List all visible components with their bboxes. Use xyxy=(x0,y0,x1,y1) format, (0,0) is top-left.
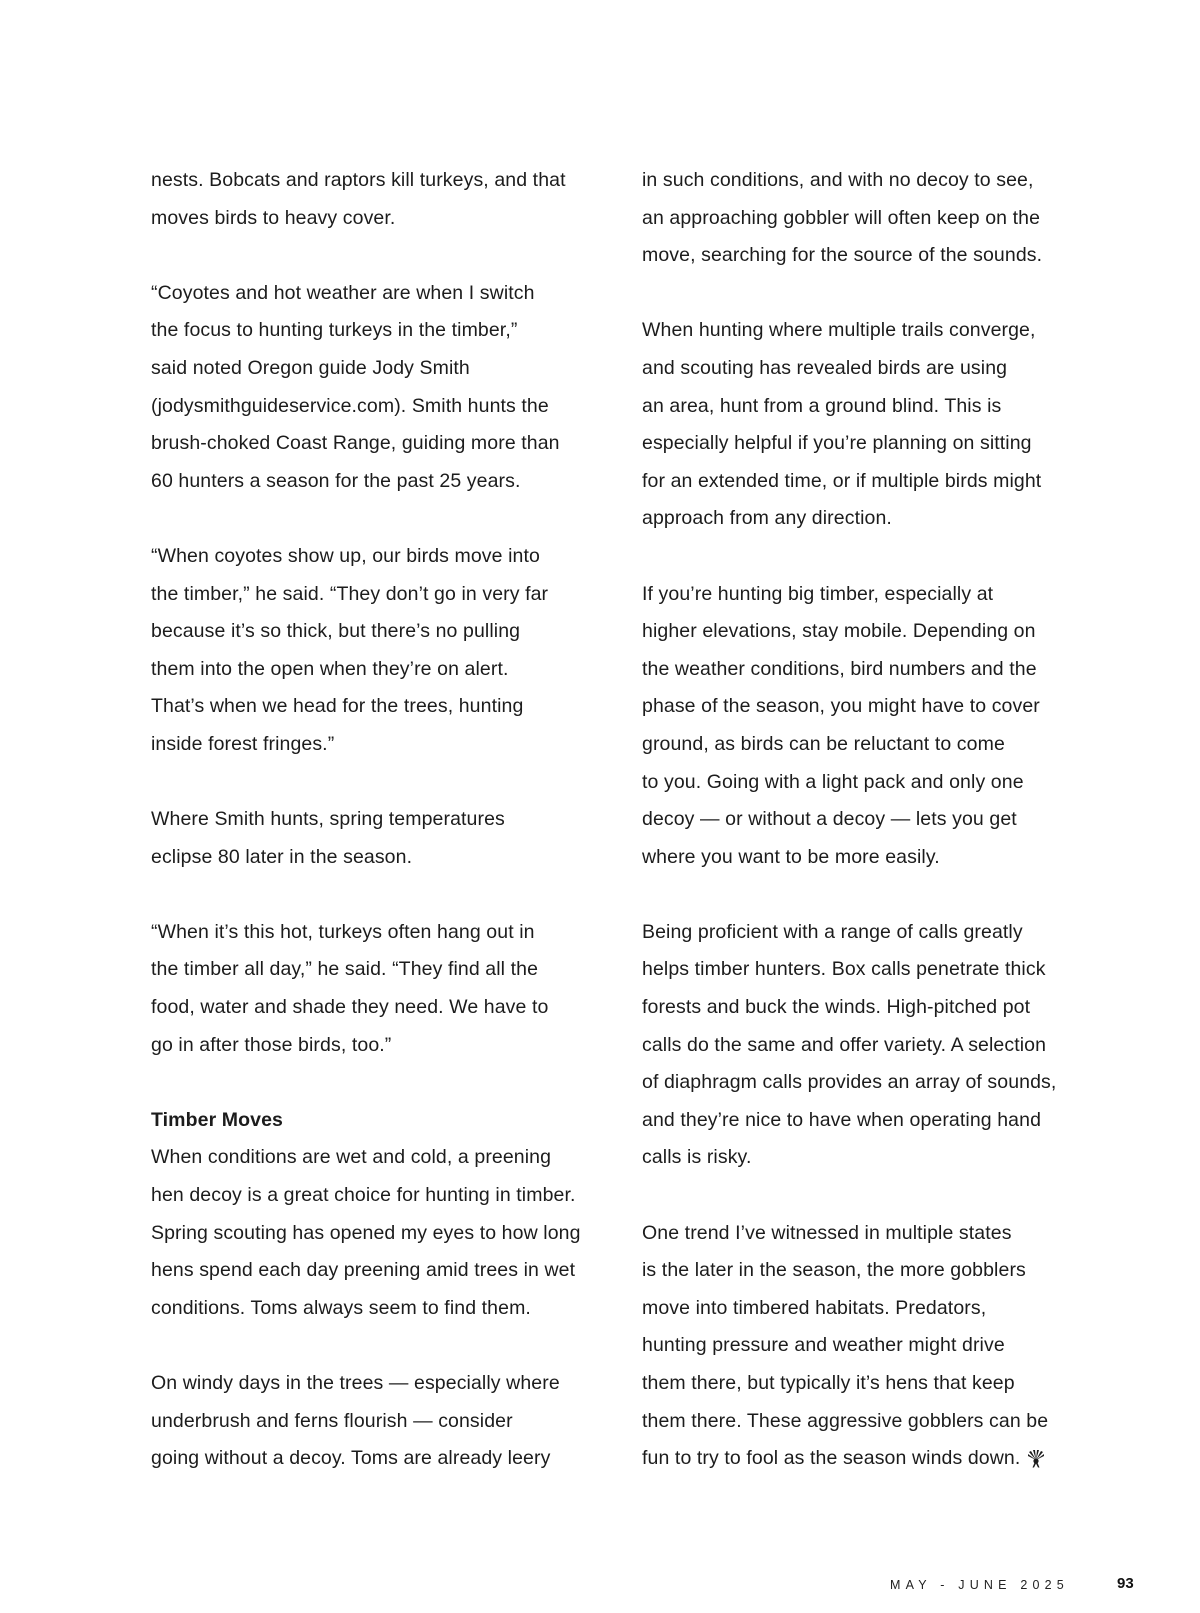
section-heading: Timber Moves xyxy=(151,1108,283,1131)
paragraph xyxy=(151,801,611,876)
page-number: 93 xyxy=(1117,1575,1134,1592)
text-line: hunting pressure and weather might drive xyxy=(642,1334,1005,1357)
paragraph xyxy=(642,576,1102,877)
text-line: hens spend each day preening amid trees in wet xyxy=(151,1259,576,1282)
text-line: calls do the same and offer variety. A selection xyxy=(642,1033,1047,1056)
text-line: moves birds to heavy cover. xyxy=(151,206,396,229)
last-text-line xyxy=(642,1440,1102,1478)
text-line: That’s when we head for the trees, hunting xyxy=(151,695,524,718)
text-line: of diaphragm calls provides an array of sounds, xyxy=(642,1071,1057,1094)
paragraph xyxy=(151,275,611,501)
text-line: move into timbered habitats. Predators, xyxy=(642,1296,987,1319)
text-line: On windy days in the trees — especially where xyxy=(151,1372,560,1394)
text-line: especially helpful if you’re planning on sitting xyxy=(642,432,1032,455)
text-line-content: fun to try to fool as the season winds down. xyxy=(642,1447,1021,1470)
text-line: 60 hunters a season for the past 25 years. xyxy=(151,469,521,492)
paragraph xyxy=(151,914,611,1064)
text-line: food, water and shade they need. We have to xyxy=(151,996,549,1019)
turkey-fan-end-mark-icon xyxy=(1026,1449,1046,1469)
text-line: ground, as birds can be reluctant to come xyxy=(642,732,1005,755)
paragraph xyxy=(642,162,1102,275)
issue-date: MAY - JUNE 2025 xyxy=(890,1578,1069,1592)
text-line: the weather conditions, bird numbers and the xyxy=(642,657,1037,680)
paragraph xyxy=(151,538,611,764)
text-line: approach from any direction. xyxy=(642,507,892,530)
text-line: underbrush and ferns flourish — consider xyxy=(151,1409,513,1432)
text-line: When hunting where multiple trails converge, xyxy=(642,319,1036,342)
text-line: said noted Oregon guide Jody Smith xyxy=(151,356,470,379)
left-column xyxy=(151,162,611,1478)
text-line: and they’re nice to have when operating hand xyxy=(642,1108,1042,1131)
text-line: and scouting has revealed birds are using xyxy=(642,356,1008,379)
text-line: helps timber hunters. Box calls penetrate thick xyxy=(642,958,1046,981)
text-line: them into the open when they’re on alert. xyxy=(151,657,509,680)
text-line: the timber all day,” he said. “They find all the xyxy=(151,958,539,981)
text-line: decoy — or without a decoy — lets you get xyxy=(642,808,1017,831)
text-line: Where Smith hunts, spring temperatures xyxy=(151,808,505,831)
paragraph xyxy=(642,914,1102,1177)
text-line: to you. Going with a light pack and only one xyxy=(642,770,1024,793)
text-line: go in after those birds, too.” xyxy=(151,1033,392,1056)
text-line: (jodysmithguideservice.com). Smith hunts the xyxy=(151,394,549,417)
text-line: conditions. Toms always seem to find them. xyxy=(151,1296,531,1319)
paragraph xyxy=(151,1365,611,1478)
text-line: in such conditions, and with no decoy to see, xyxy=(642,169,1034,191)
paragraph xyxy=(151,1102,611,1328)
text-line: the focus to hunting turkeys in the timber,” xyxy=(151,319,518,342)
text-line: for an extended time, or if multiple birds might xyxy=(642,469,1042,492)
paragraph xyxy=(642,1215,1102,1478)
text-line: calls is risky. xyxy=(642,1146,752,1169)
text-line: an area, hunt from a ground blind. This is xyxy=(642,394,1002,417)
text-line: nests. Bobcats and raptors kill turkeys, and that xyxy=(151,169,566,191)
right-column xyxy=(642,162,1102,1478)
text-line: “Coyotes and hot weather are when I switch xyxy=(151,281,535,304)
text-line: forests and buck the winds. High-pitched pot xyxy=(642,996,1031,1019)
text-line: phase of the season, you might have to cover xyxy=(642,695,1040,718)
text-line: hen decoy is a great choice for hunting in timber. xyxy=(151,1184,576,1207)
text-line: the timber,” he said. “They don’t go in very far xyxy=(151,582,549,605)
text-line: If you’re hunting big timber, especially at xyxy=(642,582,994,605)
text-line: inside forest fringes.” xyxy=(151,732,335,755)
text-line: an approaching gobbler will often keep on the xyxy=(642,206,1041,229)
text-line: Spring scouting has opened my eyes to how long xyxy=(151,1221,581,1244)
text-line: where you want to be more easily. xyxy=(642,845,940,868)
text-line: them there. These aggressive gobblers can be xyxy=(642,1409,1049,1432)
text-line: higher elevations, stay mobile. Depending on xyxy=(642,620,1036,643)
text-line: Being proficient with a range of calls greatly xyxy=(642,920,1023,943)
text-line: them there, but typically it’s hens that keep xyxy=(642,1372,1015,1394)
text-line: “When coyotes show up, our birds move into xyxy=(151,544,540,567)
text-line: because it’s so thick, but there’s no pulling xyxy=(151,620,521,643)
text-line: brush-choked Coast Range, guiding more than xyxy=(151,432,560,455)
text-line: is the later in the season, the more gobblers xyxy=(642,1259,1026,1282)
text-line: going without a decoy. Toms are already leery xyxy=(151,1447,551,1470)
paragraph xyxy=(642,312,1102,538)
text-line: One trend I’ve witnessed in multiple states xyxy=(642,1221,1012,1244)
text-line: eclipse 80 later in the season. xyxy=(151,845,413,868)
text-line: move, searching for the source of the sounds. xyxy=(642,244,1043,267)
text-line: “When it’s this hot, turkeys often hang out in xyxy=(151,920,535,943)
text-line: When conditions are wet and cold, a preening xyxy=(151,1146,552,1169)
paragraph xyxy=(151,162,611,237)
